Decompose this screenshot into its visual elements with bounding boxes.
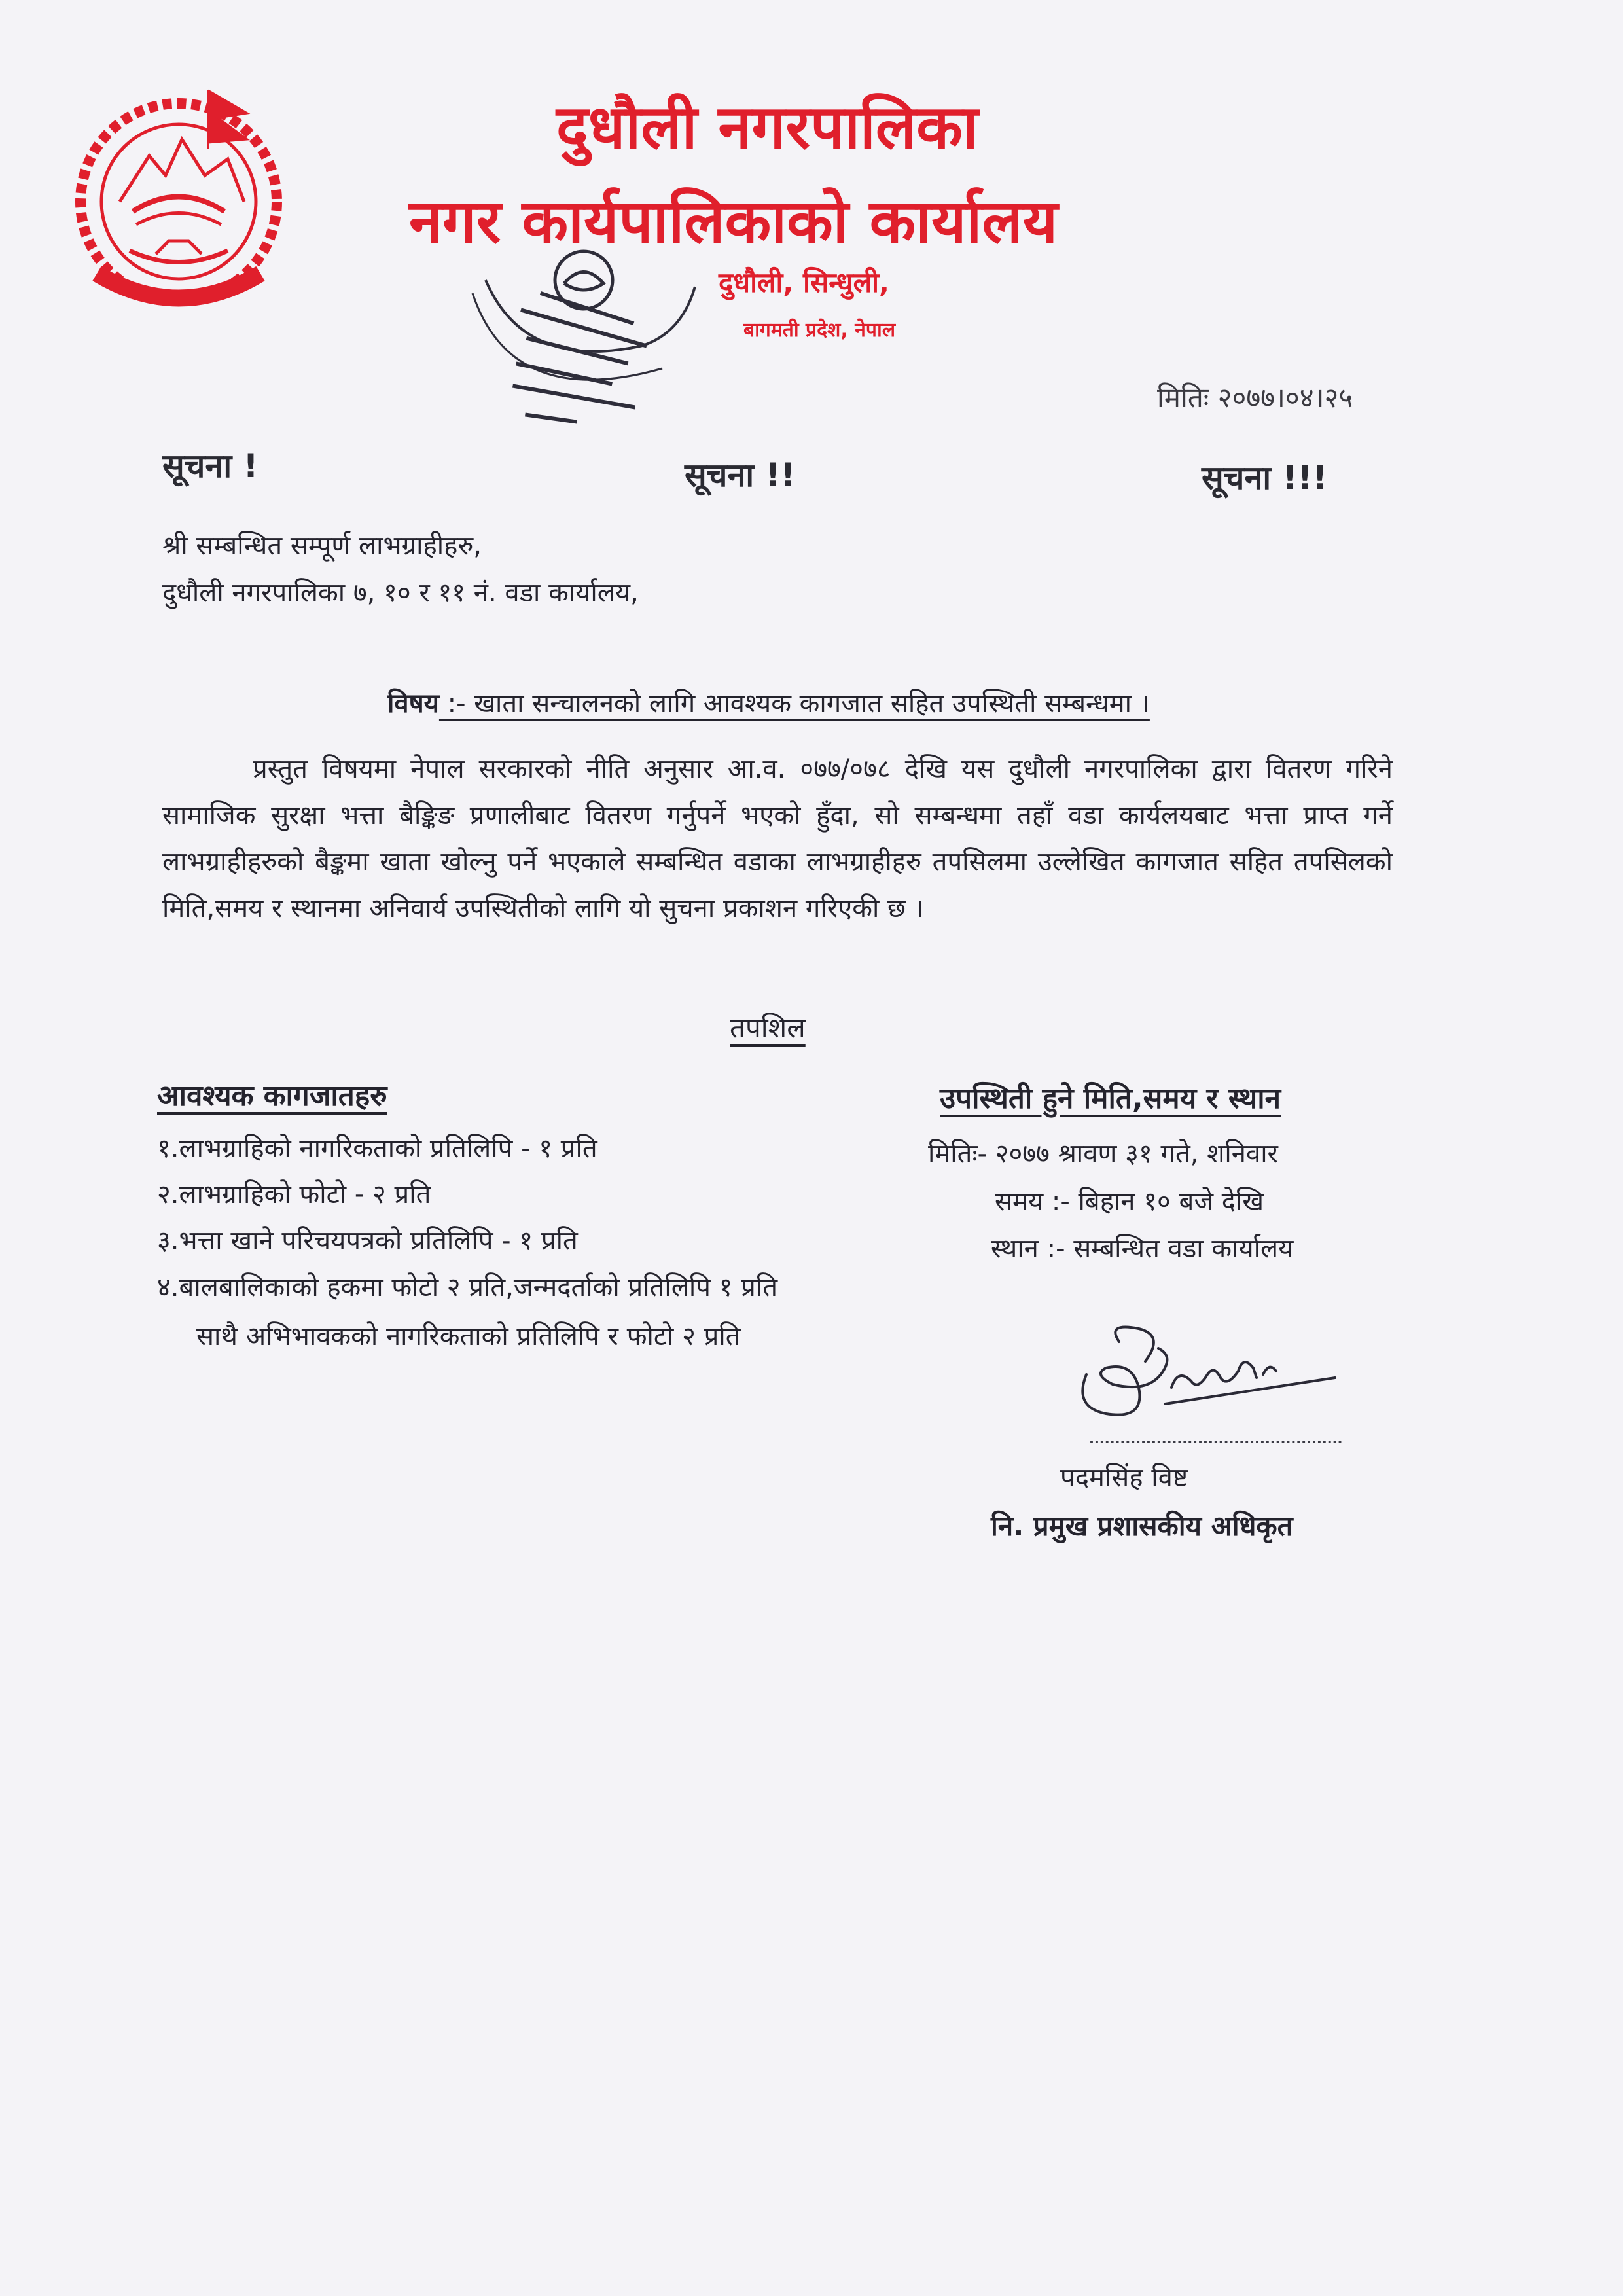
subject-line [387, 684, 1150, 720]
office-location: दुधौली, सिन्धुली, [719, 266, 889, 298]
attendance-place: स्थान :- सम्बन्धित वडा कार्यालय [991, 1234, 1294, 1264]
attendance-heading: उपस्थिती हुने मिति,समय र स्थान [940, 1082, 1281, 1115]
signatory-title: नि. प्रमुख प्रशासकीय अधिकृत [991, 1510, 1293, 1542]
attendance-time: समय :- बिहान १० बजे देखि [995, 1187, 1264, 1217]
office-province: बागमती प्रदेश, नेपाल [743, 319, 896, 342]
document-item-continuation: साथै अभिभावकको नागरिकताको प्रतिलिपि र फोटो २ प्रति [196, 1321, 741, 1352]
notice-heading-1: सूचना ! [162, 447, 259, 485]
office-name: नगर कार्यपालिकाको कार्यालय [409, 187, 1058, 257]
notice-heading-2: सूचना !! [685, 456, 796, 494]
addressee-line-1: श्री सम्बन्धित सम्पूर्ण लाभग्राहीहरु, [162, 531, 482, 561]
document-item: ४.बालबालिकाको हकमा फोटो २ प्रति,जन्मदर्ताको प्रतिलिपि १ प्रति [157, 1272, 778, 1302]
signatory-name: पदमसिंह विष्ट [1060, 1463, 1188, 1493]
attendance-date: मितिः- २०७७ श्रावण ३१ गते, शनिवार [928, 1139, 1278, 1169]
document-date: मितिः २०७७।०४।२५ [1157, 382, 1353, 414]
municipality-name: दुधौली नगरपालिका [556, 92, 978, 162]
nepal-emblem-logo [58, 77, 300, 319]
subject-label: विषय [387, 689, 439, 719]
documents-heading: आवश्यक कागजातहरु [157, 1079, 387, 1113]
body-paragraph: प्रस्तुत विषयमा नेपाल सरकारको नीति अनुसार आ.व. ०७७/०७८ देखि यस दुधौली नगरपालिका द्वारा वितरण गरिने सामाजिक सुरक्षा भत्ता बैङ्किङ प्रणालीबाट वितरण गर्नुपर्ने भएको हुँदा, सो सम्बन्धमा तहाँ वडा कार्यलयबाट भत्ता प्राप्त गर्ने लाभग्राहीहरुको बैङ्कमा खाता खोल्नु पर्ने भएकाले सम्बन्धित वडाका लाभग्राहीहरु तपसिलमा उल्लेखित कागजात सहित तपसिलको मिति,समय र स्थानमा अनिवार्य उपस्थितीको लागि यो सुचना प्रकाशन गरिएकी छ । [162, 754, 1393, 924]
document-item: १.लाभग्राहिको नागरिकताको प्रतिलिपि - १ प्रति [157, 1134, 597, 1164]
office-seal-stamp [466, 247, 728, 444]
subject-text: :- खाता सन्चालनको लागि आवश्यक कागजात सहित उपस्थिती सम्बन्धमा । [438, 689, 1150, 719]
document-item: २.लाभग्राहिको फोटो - २ प्रति [157, 1179, 431, 1210]
notice-heading-3: सूचना !!! [1202, 459, 1328, 497]
handwritten-signature [1067, 1316, 1348, 1446]
document-item: ३.भत्ता खाने परिचयपत्रको प्रतिलिपि - १ प्रति [157, 1226, 578, 1256]
schedule-heading: तपशिल [730, 1012, 806, 1044]
signature-dotted-line [1090, 1440, 1342, 1443]
addressee-line-2: दुधौली नगरपालिका ७, १० र ११ नं. वडा कार्यालय, [162, 578, 639, 608]
